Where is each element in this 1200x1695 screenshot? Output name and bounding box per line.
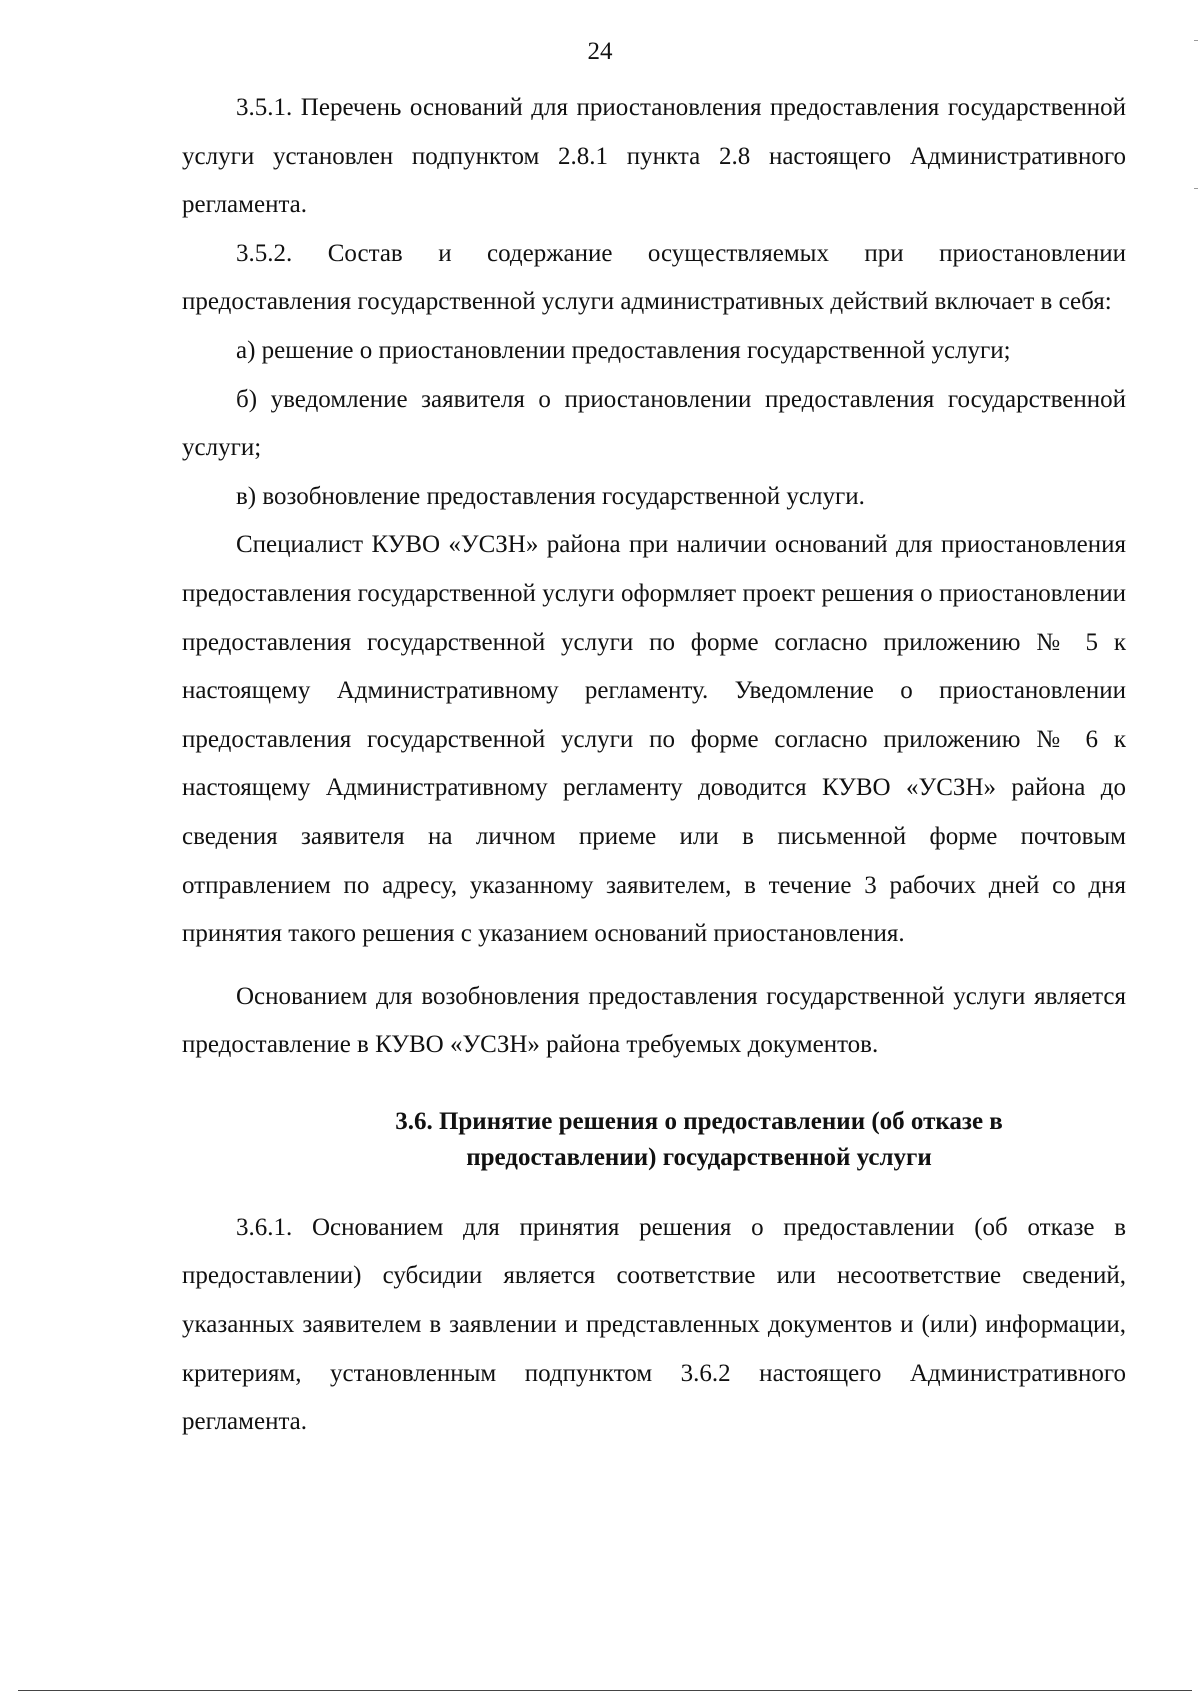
section-heading-line-1: 3.6. Принятие решения о предоставлении (об отказе в: [395, 1107, 1003, 1135]
paragraph-3-5-2: 3.5.2. Состав и содержание осуществляемых при приостановлении предоставления государственной услуги административных действий включает в себя:: [182, 239, 1126, 316]
paragraph-3-6-1: 3.6.1. Основанием для принятия решения о предоставлении (об отказе в предоставлении) субсидии является соответствие или несоответствие сведений, указанных заявителем в заявлении и представленных документов и (или) информации, критериям, установленным подпунктом 3.6.2 настоящего Административного регламента.: [182, 1213, 1126, 1436]
scan-right-edge: [1192, 0, 1200, 1695]
scan-edge-mark: [1194, 188, 1198, 189]
section-heading-3-6: [182, 1104, 1126, 1176]
section-heading-line-2: предоставлении) государственной услуги: [466, 1143, 932, 1171]
paragraph-resumption-basis: Основанием для возобновления предоставления государственной услуги является предоставление в КУВО «УСЗН» района требуемых документов.: [182, 982, 1126, 1059]
page-number: 24: [587, 38, 613, 65]
list-item-a: а) решение о приостановлении предоставления государственной услуги;: [236, 336, 1011, 364]
document-body: [182, 84, 1126, 1447]
list-item-b: б) уведомление заявителя о приостановлении предоставления государственной услуги;: [182, 385, 1126, 462]
paragraph-3-5-1: 3.5.1. Перечень оснований для приостановления предоставления государственной услуги установлен подпунктом 2.8.1 пункта 2.8 настоящего Административного регламента.: [182, 94, 1126, 219]
bottom-scan-line: [18, 1690, 1192, 1691]
list-item-v: в) возобновление предоставления государственной услуги.: [236, 482, 865, 510]
paragraph-specialist: Специалист КУВО «УСЗН» района при наличии оснований для приостановления предоставления государственной услуги оформляет проект решения о приостановлении предоставления государственной услуги по форме согласно приложению № 5 к настоящему Административному регламенту. Уведомление о приостановлении предоставления государственной услуги по форме согласно приложению № 6 к настоящему Административному регламенту доводится КУВО «УСЗН» района до сведения заявителя на личном приеме или в письменной форме почтовым отправлением по адресу, указанному заявителем, в течение 3 рабочих дней со дня принятия такого решения с указанием оснований приостановления.: [182, 531, 1126, 948]
scan-edge-mark: [1194, 40, 1198, 41]
